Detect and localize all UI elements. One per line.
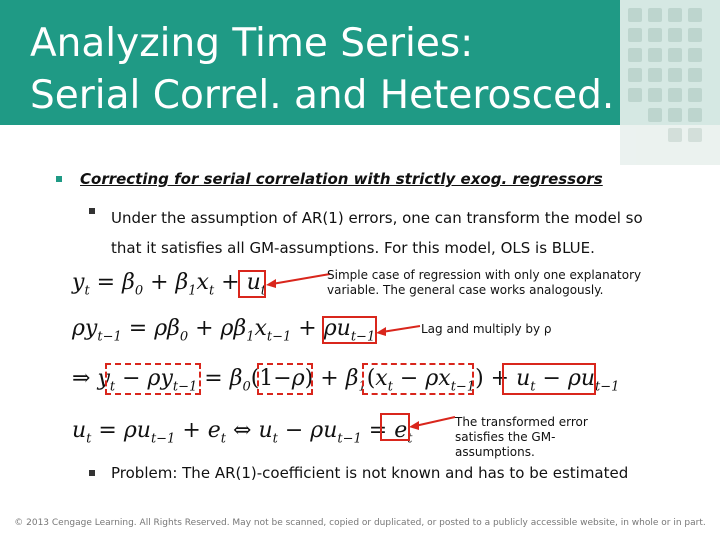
highlight-box [502,363,596,395]
bullet-heading: Correcting for serial correlation with strictly exog. regressors [80,170,603,188]
copyright-footer: © 2013 Cengage Learning. All Rights Reserved. May not be scanned, copied or duplicated, or posted to a publicly accessible website, in whole or in part. [14,518,706,528]
highlight-box [105,363,201,395]
highlight-box [362,363,474,395]
equation-lagged: $\rho y_{t-1} = \rho\beta_0 + \rho\beta_1x_{t-1} + \rho u_{t-1}$ [72,316,376,345]
bullet-text: Under the assumption of AR(1) errors, one can transform the model so that it satisfies all GM-assumptions. For this model, OLS is BLUE. [111,209,643,257]
annotation-note: The transformed error satisfies the GM-assumptions. [455,415,588,459]
equation-transformed: ⇒ $y_t - \rho y_{t-1} = \beta_0(1-\rho) + \beta_1(x_t - \rho x_{t-1}) + u_t - \rho u_{t-1}$ [72,366,620,395]
title-bar [0,0,720,125]
arrow-icon [262,270,332,290]
equation-error: $u_t = \rho u_{t-1} + e_t$ ⇔ $u_t - \rho u_{t-1} = e_t$ [72,418,413,447]
decorative-grid [620,0,720,165]
arrow-icon [405,413,457,431]
bullet-text: Problem: The AR(1)-coefficient is not known and has to be estimated [111,464,629,482]
highlight-box [322,316,377,344]
highlight-box [257,363,313,395]
bullet-marker [56,176,62,182]
title-line-2: Serial Correl. and Heterosced. [30,73,615,118]
equation-model: $y_t = \beta_0 + \beta_1x_t + u_t$ [72,270,266,299]
arrow-icon [372,322,422,338]
annotation-note: Simple case of regression with only one explanatory variable. The general case works analogously. [327,268,642,297]
title-line-1: Analyzing Time Series: [30,21,474,66]
bullet-marker [89,470,95,476]
bullet-marker [89,208,95,214]
annotation-note: Lag and multiply by ρ [421,322,552,336]
slide-title [30,18,614,122]
